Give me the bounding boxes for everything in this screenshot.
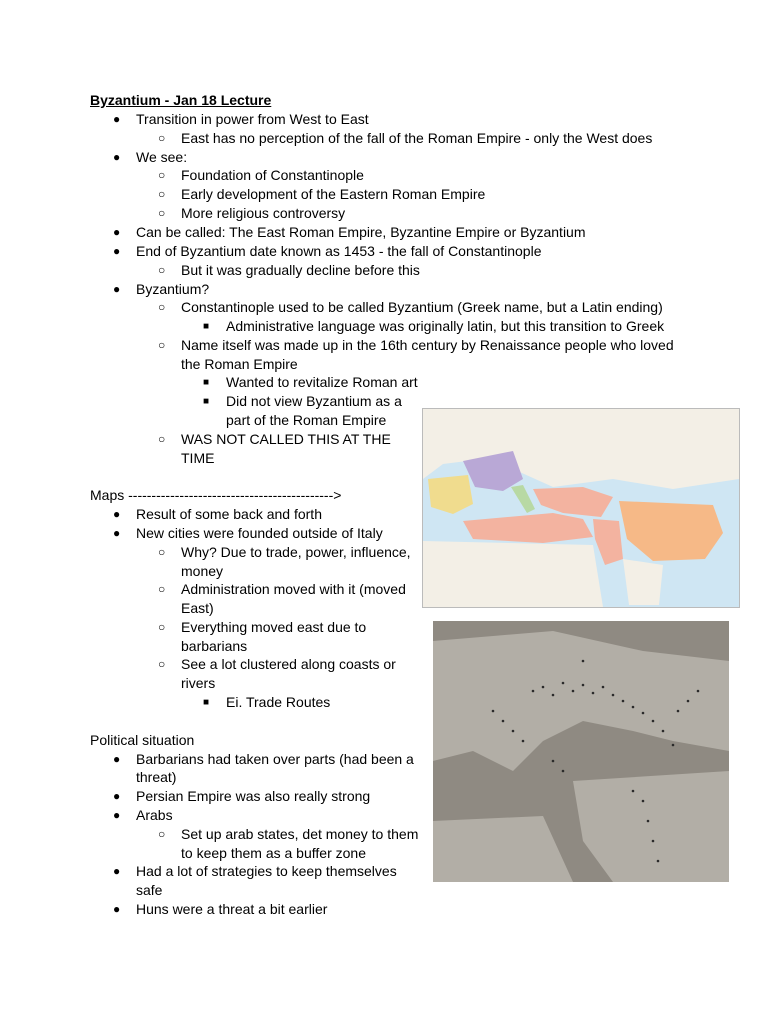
list-item-continued: to keep them as a buffer zone	[181, 845, 366, 861]
bullet-dot: ●	[113, 507, 121, 521]
bullet-circle: ○	[158, 187, 166, 201]
list-item: Transition in power from West to East	[136, 111, 369, 127]
list-item-continued: money	[181, 563, 224, 579]
page-title: Byzantium - Jan 18 Lecture	[90, 92, 272, 108]
list-item: Result of some back and forth	[136, 506, 322, 522]
list-item: Constantinople used to be called Byzantium (Greek name, but a Latin ending)	[181, 299, 663, 315]
list-item: Persian Empire was also really strong	[136, 788, 371, 804]
bullet-dot: ●	[113, 808, 121, 822]
bullet-circle: ○	[158, 300, 166, 314]
bullet-dot: ●	[113, 150, 121, 164]
list-item: But it was gradually decline before this	[181, 262, 420, 278]
list-item: Arabs	[136, 807, 173, 823]
bullet-dot: ●	[113, 752, 121, 766]
list-item-continued: rivers	[181, 675, 216, 691]
list-item: Why? Due to trade, power, influence,	[181, 544, 411, 560]
bullet-dot: ●	[113, 244, 121, 258]
list-item-continued: TIME	[181, 450, 215, 466]
list-item-continued: safe	[136, 882, 163, 898]
bullet-square: ■	[203, 396, 210, 407]
bullet-circle: ○	[158, 827, 166, 841]
list-item: Early development of the Eastern Roman Empire	[181, 186, 486, 202]
photo-map-illustration	[433, 621, 729, 882]
list-item: Administration moved with it (moved	[181, 581, 406, 597]
list-item: More religious controversy	[181, 205, 346, 221]
section-heading-political: Political situation	[90, 732, 195, 748]
bullet-circle: ○	[158, 657, 166, 671]
cities-distribution-map-photo	[433, 621, 729, 882]
list-item-continued: the Roman Empire	[181, 356, 298, 372]
list-item-continued: East)	[181, 600, 214, 616]
bullet-square: ■	[203, 321, 210, 332]
bullet-dot: ●	[113, 112, 121, 126]
list-item: End of Byzantium date known as 1453 - the fall of Constantinople	[136, 243, 542, 259]
list-item: Did not view Byzantium as a	[226, 393, 402, 409]
bullet-dot: ●	[113, 526, 121, 540]
list-item: See a lot clustered along coasts or	[181, 656, 396, 672]
list-item: Had a lot of strategies to keep themselves	[136, 863, 397, 879]
map-illustration	[423, 409, 739, 607]
list-item: Can be called: The East Roman Empire, Byzantine Empire or Byzantium	[136, 224, 586, 240]
bullet-dot: ●	[113, 902, 121, 916]
bullet-circle: ○	[158, 263, 166, 277]
list-item: Ei. Trade Routes	[226, 694, 331, 710]
bullet-circle: ○	[158, 582, 166, 596]
section-heading-maps: Maps -------------------------------------------->	[90, 487, 342, 503]
list-item: Barbarians had taken over parts (had been a	[136, 751, 414, 767]
bullet-circle: ○	[158, 432, 166, 446]
bullet-circle: ○	[158, 206, 166, 220]
bullet-circle: ○	[158, 131, 166, 145]
list-item: Byzantium?	[136, 281, 210, 297]
list-item: New cities were founded outside of Italy	[136, 525, 383, 541]
list-item: Name itself was made up in the 16th century by Renaissance people who loved	[181, 337, 674, 353]
bullet-dot: ●	[113, 282, 121, 296]
list-item-continued: part of the Roman Empire	[226, 412, 387, 428]
bullet-square: ■	[203, 697, 210, 708]
list-item: Foundation of Constantinople	[181, 167, 364, 183]
list-item: We see:	[136, 149, 188, 165]
bullet-dot: ●	[113, 864, 121, 878]
list-item: East has no perception of the fall of the Roman Empire - only the West does	[181, 130, 653, 146]
list-item-continued: threat)	[136, 769, 177, 785]
bullet-circle: ○	[158, 545, 166, 559]
list-item: WAS NOT CALLED THIS AT THE	[181, 431, 391, 447]
list-item-continued: barbarians	[181, 638, 248, 654]
list-item: Huns were a threat a bit earlier	[136, 901, 328, 917]
bullet-circle: ○	[158, 620, 166, 634]
list-item: Set up arab states, det money to them	[181, 826, 419, 842]
bullet-circle: ○	[158, 338, 166, 352]
bullet-dot: ●	[113, 789, 121, 803]
list-item: Wanted to revitalize Roman art	[226, 374, 418, 390]
roman-empire-map-image	[422, 408, 740, 608]
bullet-circle: ○	[158, 168, 166, 182]
bullet-square: ■	[203, 377, 210, 388]
bullet-dot: ●	[113, 225, 121, 239]
list-item: Administrative language was originally latin, but this transition to Greek	[226, 318, 665, 334]
list-item: Everything moved east due to	[181, 619, 367, 635]
